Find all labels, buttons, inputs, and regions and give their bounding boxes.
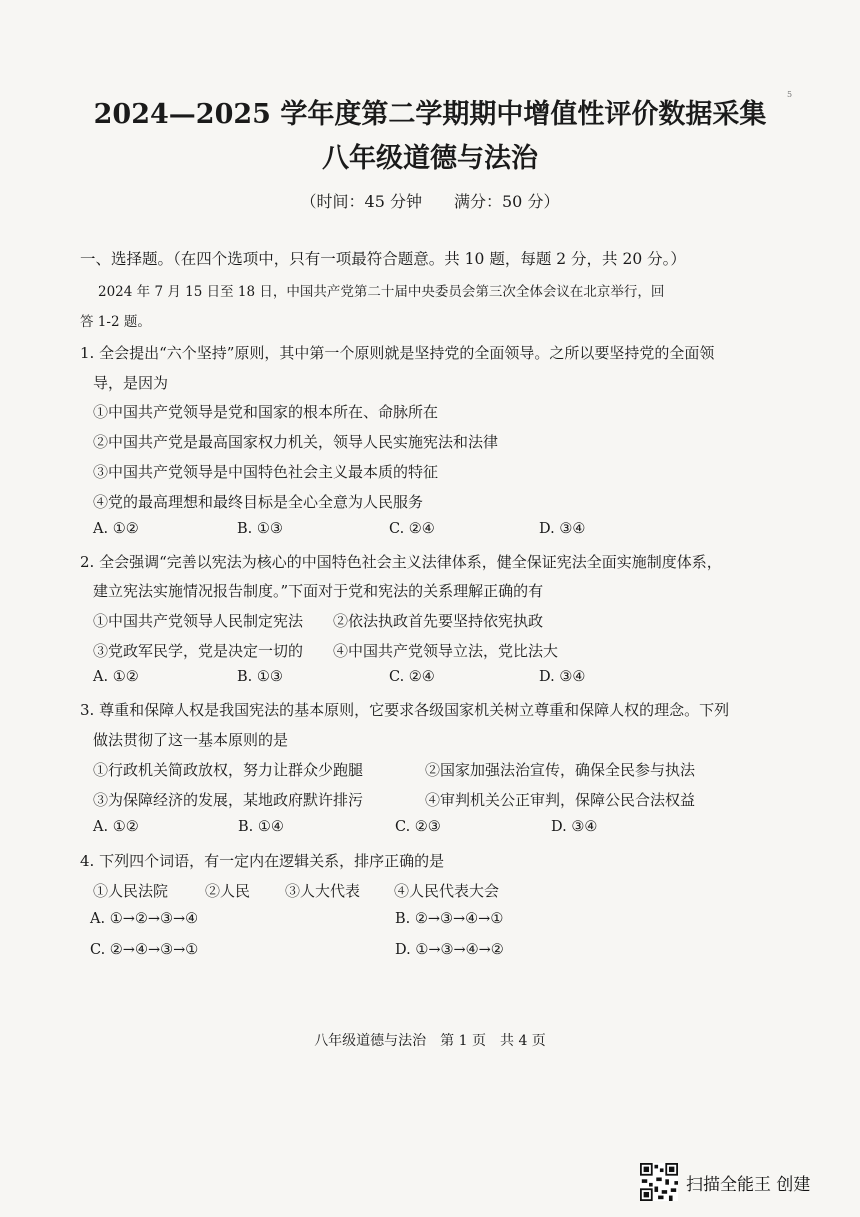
watermark-text: 扫描全能王 创建 — [686, 1174, 811, 1195]
q1-option-a: A. ①② — [93, 521, 139, 537]
q2-stem-line-1: 2. 全会强调“完善以宪法为核心的中国特色社会主义法律体系，健全保证宪法全面实施制度体系， — [80, 553, 722, 571]
q2-option-b: B. ①③ — [237, 669, 283, 685]
q4-stem: 4. 下列四个词语，有一定内在逻辑关系，排序正确的是 — [80, 852, 445, 870]
q1-option-d: D. ③④ — [539, 521, 586, 537]
q3-item: ③为保障经济的发展，某地政府默许排污 — [93, 791, 364, 809]
q2-option-a: A. ①② — [93, 669, 139, 685]
q3-item: ②国家加强法治宣传，确保全民参与执法 — [425, 761, 696, 779]
q1-item: ②中国共产党是最高国家权力机关，领导人民实施宪法和法律 — [93, 433, 499, 451]
q2-item: ①中国共产党领导人民制定宪法 — [93, 612, 304, 630]
exam-title: 2024—2025 学年度第二学期期中增值性评价数据采集 — [93, 99, 767, 130]
q4-item: ④人民代表大会 — [394, 882, 500, 900]
q4-option-c: C. ②→④→③→① — [90, 942, 199, 958]
scanner-watermark — [640, 1162, 840, 1202]
q2-item: ④中国共产党领导立法，党比法大 — [333, 642, 559, 660]
q4-item: ③人大代表 — [285, 882, 361, 900]
q3-item: ①行政机关简政放权，努力让群众少跑腿 — [93, 761, 364, 779]
q3-stem-line-2: 做法贯彻了这一基本原则的是 — [93, 731, 289, 749]
q1-item: ①中国共产党领导是党和国家的根本所在、命脉所在 — [93, 403, 439, 421]
q3-option-d: D. ③④ — [551, 819, 598, 835]
q2-item: ③党政军民学，党是决定一切的 — [93, 642, 304, 660]
q2-item: ②依法执政首先要坚持依宪执政 — [333, 612, 544, 630]
q3-stem-line-1: 3. 尊重和保障人权是我国宪法的基本原则，它要求各级国家机关树立尊重和保障人权的理念。下列 — [80, 701, 730, 719]
q2-option-c: C. ②④ — [389, 669, 435, 685]
q4-option-a: A. ①→②→③→④ — [90, 911, 199, 927]
intro-line-2: 答 1-2 题。 — [80, 314, 151, 330]
page-footer: 八年级道德与法治 第 1 页 共 4 页 — [314, 1033, 546, 1049]
q1-item: ④党的最高理想和最终目标是全心全意为人民服务 — [93, 493, 424, 511]
q4-item: ②人民 — [205, 882, 251, 900]
q1-stem-line-2: 导，是因为 — [93, 374, 169, 392]
q1-item: ③中国共产党领导是中国特色社会主义最本质的特征 — [93, 463, 439, 481]
exam-meta: （时间：45 分钟 满分：50 分） — [300, 192, 560, 211]
q3-option-b: B. ①④ — [238, 819, 284, 835]
q2-stem-line-2: 建立宪法实施情况报告制度。”下面对于党和宪法的关系理解正确的有 — [93, 582, 544, 600]
q2-option-d: D. ③④ — [539, 669, 586, 685]
q4-option-d: D. ①→③→④→② — [395, 942, 504, 958]
section-heading: 一、选择题。（在四个选项中，只有一项最符合题意。共 10 题，每题 2 分，共 20 分。） — [80, 250, 686, 268]
corner-mark: 5 — [787, 90, 793, 99]
q3-option-c: C. ②③ — [395, 819, 441, 835]
exam-subject: 八年级道德与法治 — [322, 143, 538, 174]
q1-option-b: B. ①③ — [237, 521, 283, 537]
intro-line-1: 2024 年 7 月 15 日至 18 日，中国共产党第二十届中央委员会第三次全体会议在北京举行，回 — [98, 284, 665, 300]
q4-item: ①人民法院 — [93, 882, 169, 900]
q3-option-a: A. ①② — [93, 819, 139, 835]
q1-option-c: C. ②④ — [389, 521, 435, 537]
q3-item: ④审判机关公正审判，保障公民合法权益 — [425, 791, 696, 809]
qr-code-icon — [640, 1163, 678, 1201]
q1-stem-line-1: 1. 全会提出“六个坚持”原则，其中第一个原则就是坚持党的全面领导。之所以要坚持党的全面领 — [80, 344, 715, 362]
q4-option-b: B. ②→③→④→① — [395, 911, 504, 927]
